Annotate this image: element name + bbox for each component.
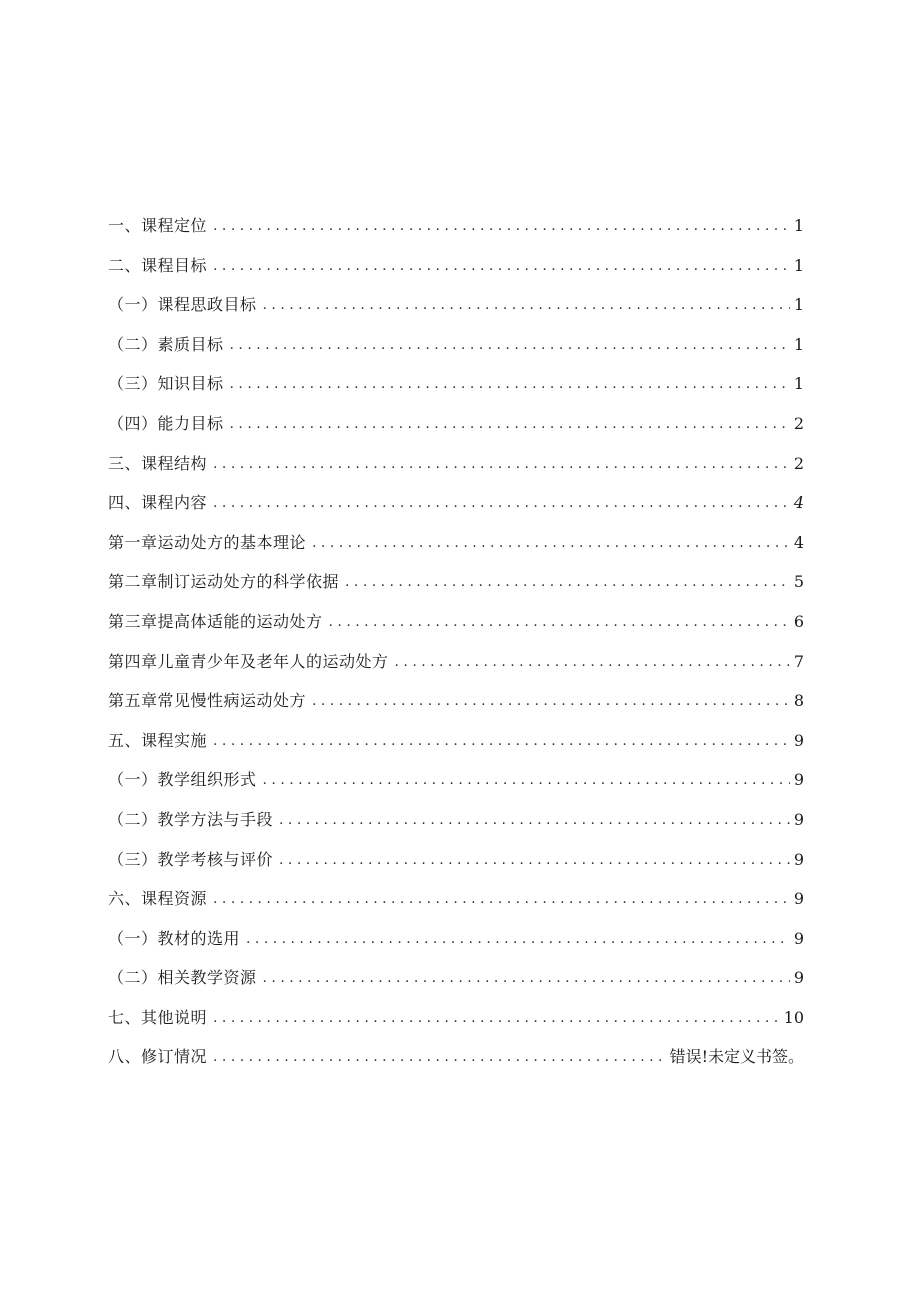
toc-page-number: 9 <box>793 849 804 869</box>
toc-entry-title: （一）课程思政目标 <box>108 295 257 315</box>
toc-leader-dots <box>213 450 790 478</box>
toc-leader-dots <box>213 212 790 240</box>
toc-entry-teaching-organization[interactable] <box>108 766 804 806</box>
toc-page-number: 4 <box>793 532 804 552</box>
toc-page-number: 2 <box>793 453 804 473</box>
table-of-contents <box>108 212 804 1083</box>
toc-leader-dots <box>329 608 790 636</box>
toc-page-number: 1 <box>793 295 804 315</box>
toc-page-number: 10 <box>783 1007 804 1027</box>
toc-entry-chapter-1[interactable] <box>108 529 804 569</box>
toc-leader-dots <box>230 331 790 359</box>
toc-page-number: 9 <box>793 730 804 750</box>
toc-page-number: 1 <box>793 374 804 394</box>
toc-leader-dots <box>279 846 790 874</box>
toc-entry-course-structure[interactable] <box>108 450 804 490</box>
toc-leader-dots <box>230 370 790 398</box>
toc-entry-course-positioning[interactable] <box>108 212 804 252</box>
toc-leader-dots <box>246 925 790 953</box>
toc-leader-dots <box>230 410 790 438</box>
toc-entry-title: 第四章儿童青少年及老年人的运动处方 <box>108 651 389 671</box>
toc-entry-title: （二）教学方法与手段 <box>108 809 274 829</box>
toc-page-number: 1 <box>793 216 804 235</box>
toc-entry-chapter-4[interactable] <box>108 648 804 688</box>
toc-entry-title: 七、其他说明 <box>108 1007 208 1027</box>
toc-entry-title: 第二章制订运动处方的科学依据 <box>108 572 340 592</box>
toc-leader-dots <box>263 766 790 794</box>
toc-leader-dots <box>213 1004 780 1032</box>
toc-entry-ideological-objectives[interactable] <box>108 291 804 331</box>
toc-leader-dots <box>213 252 790 280</box>
toc-entry-title: 八、修订情况 <box>108 1047 208 1067</box>
toc-entry-title: （一）教学组织形式 <box>108 770 257 790</box>
toc-page-number: 9 <box>793 770 804 790</box>
toc-entry-title: （一）教材的选用 <box>108 928 241 948</box>
toc-entry-title: 三、课程结构 <box>108 453 208 473</box>
toc-page-number: 6 <box>793 611 804 631</box>
toc-entry-title: 第五章常见慢性病运动处方 <box>108 691 307 711</box>
toc-leader-dots <box>213 1043 666 1071</box>
toc-page-number: 错误!未定义书签。 <box>669 1047 804 1067</box>
toc-entry-other-notes[interactable] <box>108 1004 804 1044</box>
toc-entry-title: （二）相关教学资源 <box>108 968 257 988</box>
toc-leader-dots <box>279 806 790 834</box>
toc-leader-dots <box>213 727 790 755</box>
toc-entry-title: 第三章提高体适能的运动处方 <box>108 611 323 631</box>
toc-entry-related-resources[interactable] <box>108 964 804 1004</box>
toc-entry-teaching-methods[interactable] <box>108 806 804 846</box>
toc-page-number: 9 <box>793 889 804 909</box>
toc-entry-title: 第一章运动处方的基本理论 <box>108 532 307 552</box>
toc-page-number: 8 <box>793 691 804 711</box>
toc-entry-course-implementation[interactable] <box>108 727 804 767</box>
toc-entry-title: （三）教学考核与评价 <box>108 849 274 869</box>
toc-entry-title: （四）能力目标 <box>108 413 224 433</box>
toc-entry-revision-status[interactable] <box>108 1043 804 1083</box>
toc-entry-teaching-assessment[interactable] <box>108 846 804 886</box>
toc-page-number: 9 <box>793 928 804 948</box>
toc-entry-title: 六、课程资源 <box>108 889 208 909</box>
toc-leader-dots <box>263 291 790 319</box>
toc-page-number: 7 <box>793 651 804 671</box>
toc-page-number: 9 <box>793 968 804 988</box>
toc-entry-knowledge-objectives[interactable] <box>108 370 804 410</box>
toc-entry-course-content[interactable] <box>108 489 804 529</box>
toc-leader-dots <box>312 687 790 715</box>
toc-entry-chapter-5[interactable] <box>108 687 804 727</box>
toc-entry-title: （二）素质目标 <box>108 334 224 354</box>
toc-leader-dots <box>263 964 790 992</box>
toc-page-number: 9 <box>793 809 804 829</box>
toc-page-number: 5 <box>793 572 804 592</box>
toc-entry-chapter-3[interactable] <box>108 608 804 648</box>
toc-entry-title: 五、课程实施 <box>108 730 208 750</box>
toc-leader-dots <box>395 648 790 676</box>
toc-entry-course-objectives[interactable] <box>108 252 804 292</box>
toc-leader-dots <box>213 489 790 517</box>
toc-page-number: 1 <box>793 255 804 275</box>
toc-page-number: 2 <box>793 413 804 433</box>
toc-leader-dots <box>312 529 790 557</box>
toc-entry-title: 二、课程目标 <box>108 255 208 275</box>
toc-entry-textbook-selection[interactable] <box>108 925 804 965</box>
toc-entry-ability-objectives[interactable] <box>108 410 804 450</box>
toc-entry-course-resources[interactable] <box>108 885 804 925</box>
toc-leader-dots <box>213 885 790 913</box>
toc-leader-dots <box>345 568 790 596</box>
toc-page-number: 1 <box>793 334 804 354</box>
toc-entry-title: 一、课程定位 <box>108 216 208 235</box>
toc-entry-quality-objectives[interactable] <box>108 331 804 371</box>
toc-entry-title: （三）知识目标 <box>108 374 224 394</box>
toc-entry-title: 四、课程内容 <box>108 493 208 513</box>
toc-page-number: 4 <box>793 493 804 513</box>
toc-entry-chapter-2[interactable] <box>108 568 804 608</box>
